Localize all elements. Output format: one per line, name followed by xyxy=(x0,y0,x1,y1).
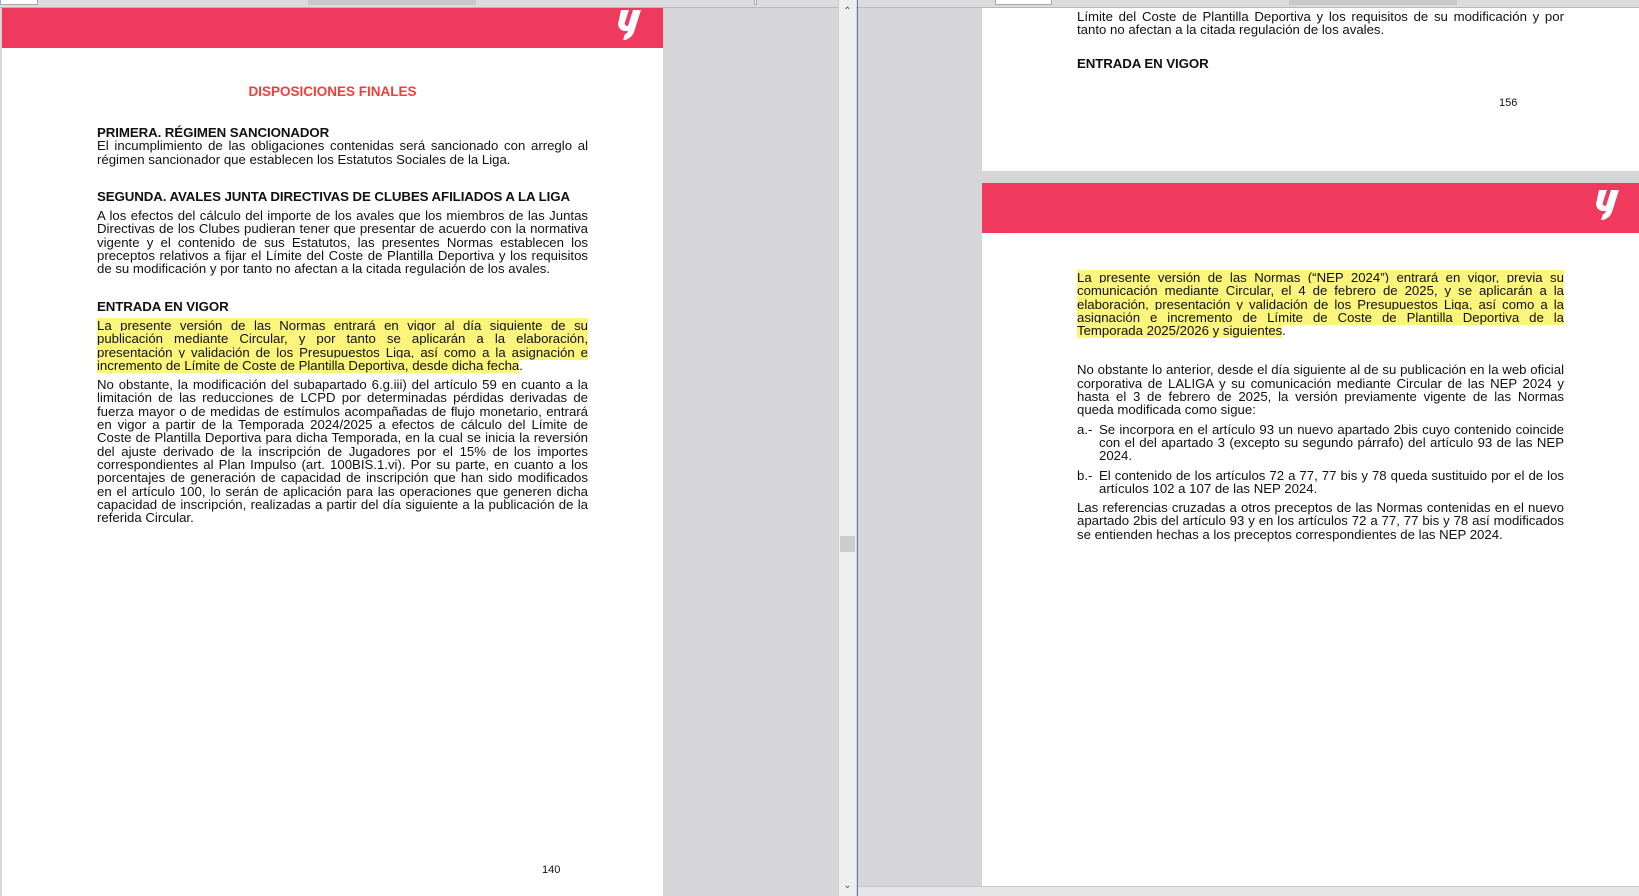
list-item-label: a.- xyxy=(1077,421,1093,437)
right-toolbar-field[interactable] xyxy=(995,0,1052,5)
no-obstante-paragraph: No obstante lo anterior, desde el día siguiente al de su publicación en la web oficial corporativa de LALIGA y su comunicación mediante Circular de las NEP 2024 y hasta el 3 de febrero de 2025, la versión previamente vigente de las Normas queda modificada como sigue: xyxy=(1077,362,1564,418)
highlighted-text: La presente versión de las Normas entrará en vigor al día siguiente de su publicación mediante Circular, y por tanto se aplicarán a la elaboración, presentación y validación de los Presupuestos Liga, así como a la asignación e incremento de Límite de Coste de Plantilla Deportiva, desde dicha fecha xyxy=(97,317,588,373)
right-bottom-text-block xyxy=(1077,271,1564,541)
entrada-highlighted-paragraph xyxy=(97,319,588,372)
list-item-a xyxy=(1077,423,1564,463)
nep-highlighted-paragraph xyxy=(1077,271,1564,337)
entrada-body-paragraph: No obstante, la modificación del subapartado 6.g.iii) del artículo 59 en cuanto a la limitación de las reducciones de LCPD por determinadas pérdidas derivadas de fuerza mayor o de medidas de estímulos acompañadas de flujo monetario, entrará en vigor a partir de la Temporada 2024/2025 a efectos de cálculo del Límite de Coste de Plantilla Deportiva para dicha Temporada, en la cual se inicia la reversión del ajuste derivado de la inscripción de Jugadores por el 15% de los importes correspondientes al Plan Impulso (art. 100BIS.1.vi). Por su parte, en cuanto a los porcentajes de generación de capacidad de inscripción que han sido modificados en el artículo 100, lo serán de aplicación para las operaciones que generen dicha capacidad de inscripción, realizadas a partir del día siguiente a la publicación de la referida Circular. xyxy=(97,377,588,526)
referencias-paragraph: Las referencias cruzadas a otros preceptos de las Normas contenidas en el nuevo apartado 2bis del artículo 93 y en los artículos 72 a 77, 77 bis y 78 así modificados se entienden hechas a los preceptos correspondientes de las NEP 2024. xyxy=(1077,500,1564,542)
left-text-block xyxy=(97,126,588,524)
page-140 xyxy=(2,8,663,896)
list-item-text: Se incorpora en el artículo 93 un nuevo apartado 2bis cuyo contenido coincide con el del apartado 3 (excepto su segundo párrafo) del artículo 93 de las NEP 2024. xyxy=(1099,421,1564,464)
chevron-up-icon[interactable]: ⌃ xyxy=(843,6,852,17)
nep-highlighted-end: . xyxy=(1282,323,1286,339)
left-toolbar-marker xyxy=(754,0,757,5)
list-item-text: El contenido de los artículos 72 a 77, 77 bis y 78 queda sustituido por el de los artículos 102 a 107 de las NEP 2024. xyxy=(1099,467,1564,496)
laliga-logo-icon xyxy=(1591,188,1631,228)
right-top-text-block xyxy=(1077,10,1564,70)
highlighted-text-end: . xyxy=(519,357,523,373)
page-header-band xyxy=(2,8,663,48)
left-toolbar-strip xyxy=(0,0,858,8)
left-scroll-thumb[interactable] xyxy=(840,536,855,552)
page-header-band-right xyxy=(982,183,1639,233)
list-item-b xyxy=(1077,469,1564,496)
nep-highlighted-text: La presente versión de las Normas (“NEP 2024”) entrará en vigor, previa su comunicación mediante Circular, el 4 de febrero de 2025, y se aplicarán a la elaboración, presentación y validación de los Presupuestos Liga, así como a la asignación e incremento de Límite de Coste de Plantilla Deportiva de la Temporada 2025/2026 y siguientes xyxy=(1077,270,1564,339)
page-number-156: 156 xyxy=(1499,97,1518,109)
right-horizontal-scrollbar[interactable] xyxy=(858,886,1639,896)
page-156 xyxy=(982,8,1639,171)
section-heading-entrada-right: ENTRADA EN VIGOR xyxy=(1077,55,1209,71)
page-title: DISPOSICIONES FINALES xyxy=(248,84,417,99)
section-heading-segunda: SEGUNDA. AVALES JUNTA DIRECTIVAS DE CLUBES AFILIADOS A LA LIGA xyxy=(97,188,570,204)
section-body-primera: El incumplimiento de las obligaciones contenidas será sancionado con arreglo al régimen sancionador que establecen los Estatutos Sociales de la Liga. xyxy=(97,138,588,167)
left-vertical-scrollbar[interactable] xyxy=(838,0,856,896)
right-document-pane[interactable] xyxy=(858,0,1639,896)
section-body-segunda: A los efectos del cálculo del importe de los avales que los miembros de las Juntas Directivas de los Clubes pudieran tener que presentar de acuerdo con la normativa vigente y el contenido de sus Estatutos, las presentes Normas establecen los preceptos relativos a fijar el Límite del Coste de Plantilla Deportiva y los requisitos de su modificación y por tanto no afectan a la citada regulación de los avales. xyxy=(97,208,588,277)
chevron-down-icon[interactable]: ⌄ xyxy=(843,880,852,891)
page-157 xyxy=(982,183,1639,886)
right-toolbar-bar xyxy=(1289,0,1457,5)
left-toolbar-bar xyxy=(308,0,476,5)
laliga-logo-icon xyxy=(613,8,653,48)
carryover-paragraph: Límite del Coste de Plantilla Deportiva y los requisitos de su modificación y por tanto no afectan a la citada regulación de los avales. xyxy=(1077,9,1564,38)
page-number: 140 xyxy=(542,864,561,876)
section-heading-primera: PRIMERA. RÉGIMEN SANCIONADOR xyxy=(97,125,330,140)
section-heading-entrada: ENTRADA EN VIGOR xyxy=(97,298,229,314)
right-toolbar-strip xyxy=(858,0,1639,8)
list-item-label: b.- xyxy=(1077,467,1093,483)
left-toolbar-field[interactable] xyxy=(0,0,38,5)
